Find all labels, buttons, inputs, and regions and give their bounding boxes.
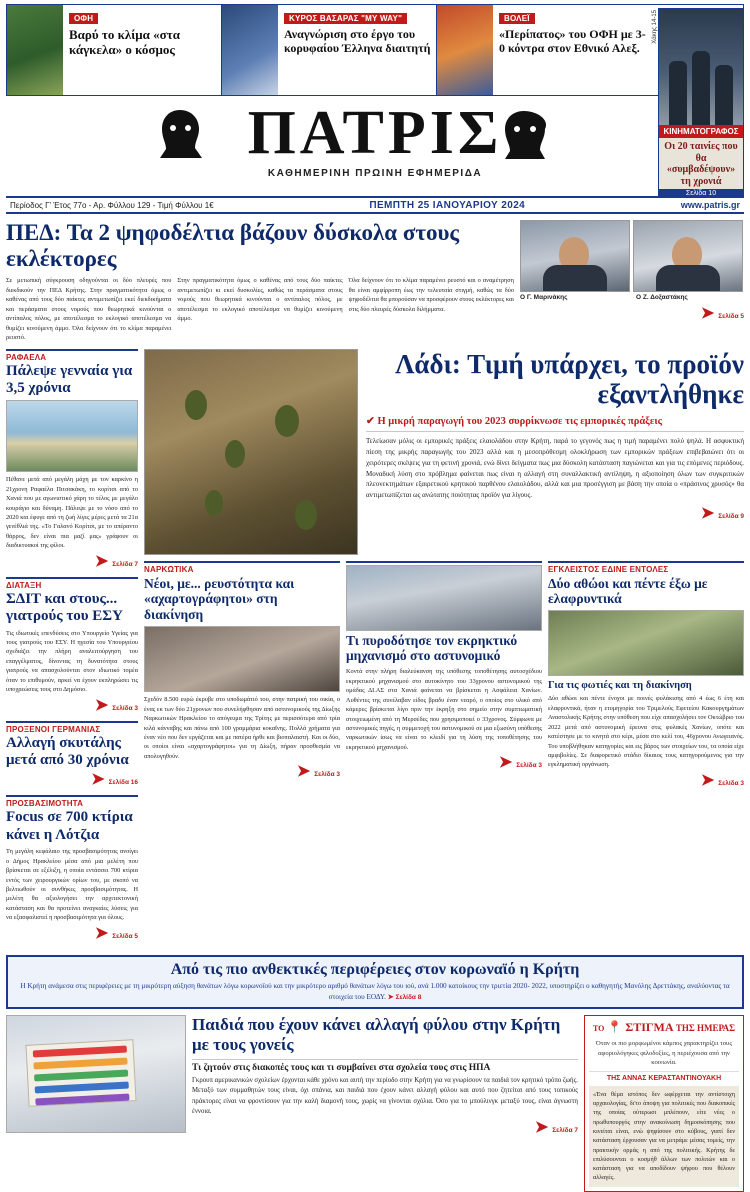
teaser-photo [7,5,63,95]
rail-jump-link[interactable]: Σελίδα 7 [112,560,138,568]
opinion-label: ΤΟ [592,1024,605,1034]
lead-paragraph: Όλα δείχνουν ότι το κλίμα παραμένει ρευστό και ο αναμέτρηση θα είναι αμφίρροπη έως την τελευταία στιγμή, καθώς τα δύο ψηφοδέλτια θα μπορούσαν να προσφέρουν στους εκλέκτορες και στις δύο πλευρές δύσκολα διλήμματα. [348,277,514,313]
left-rail [6,349,138,949]
newspaper-front-page [0,4,750,1182]
teaser-headline: Βαρύ το κλίμα «στα κάγκελα» ο κόσμος [69,27,180,58]
rail-story[interactable] [6,577,138,715]
opinion-column[interactable] [584,1015,744,1192]
story-headline: Νέοι, με... ρευστότητα και «αχαρτογράφητοι» στη διακίνηση [144,575,295,623]
story-headline: Δύο αθώοι και πέντε έξω με ελαφρυντικά [548,575,708,607]
jump-arrow-icon: ➤ [296,763,311,781]
jump-arrow-icon: ➤ [700,771,715,789]
lead-photo [520,220,630,292]
page-title: ΠΑΤΡΙΣ [247,99,503,167]
hero-photo [144,349,358,555]
rail-story[interactable] [6,349,138,571]
bottom-text: Γκρουπ αμερικανικών σχολείων έρχονται κάθε χρόνο και αυτή την περίοδο στην Κρήτη για να γνωρίσουν τα παιδιά τον κρητικό τρόπο ζωής. Μεταξύ των συμμαθητών τους είναι, όχι σπάνια, και παιδιά που έχουν κάνει αλλαγή φύλου και αυτό που ζητείται από τους τοπικούς πράκτορες είναι να φροντίσουν για την καλή διαμονή τους, χωρίς να γίνονται σχόλια. Όσο για το μπούλινγκ μεταξύ τους, είναι άγνωστη έννοια. [192,1077,578,1115]
masthead [0,100,750,192]
story-text: Κοντά στην πλήρη διαλεύκανση της υπόθεσης τοποθέτησης αυτοσχέδιου εκρηκτικού μηχανισμού στο αυτοκίνητο του 33χρονου αστυνομικού της ομάδας ΔΙ.ΑΣ στα Χανιά φαίνεται να βρίσκεται η Ασφάλεια Χανίων. Λυθέντες της συνέλαβαν είδος βραδυ έναν νεαρό, ο οποίος στο υλικό από κάμερες βρίσκεται λίγο πριν την έκρηξη στο σημείο στην συμπτωματική στοιχειωμένη από τη Μερσέδες που χρησιμοποιεί ο 33χρονος. Σύμφωνα με αστυνομικές πηγές, η συμμετοχή του αστυνομικού σε μια εξωσύνη υπόθεσης ναρκωτικών ίσως να είναι το κλειδί για τη λύση της τοποθέτησης του εκρηκτικού μηχανισμού. [346,668,542,751]
story-narcotics[interactable] [144,561,340,790]
rail-jump-link[interactable]: Σελίδα 5 [112,932,138,940]
story-text: Δύο αθώοι και πέντε ένοχοι με ποινές φυλάκισης από 4 έως 6 έτη και ελαφρυντικά, ήταν η ετυμηγορία του Τριμελούς Εφετείου Κακουργημάτων Αναστολικής Κρήτης στην υπόθεση που είχε απασχολήσει τον Οκτώβριο του 2022 μετά από αστυνομική έρευνα στις φυλακές Χανίων, οπότε και κατέστησε με το κινητά στο κέρι, μέσα στο κελί του, 46χρονου Ανωγειανός. Του υποβλήθηκαν κατηγορίες και εις βάρος των στοιχείων του, τα οποία είχε αμφιβολίες. Σε διαφορετικό στάδιο δίκαιος τους κατηγορούμενος για την εγκληματική οργάνωση. [548,695,744,769]
story-jump-link[interactable]: Σελίδα 3 [314,771,340,779]
hero-jump-link[interactable]: Σελίδα 9 [718,513,744,521]
story-subheadline: Για τις φωτιές και τη διακίνηση [548,680,692,692]
photo-caption: Ο Γ. Μαρινάκης [520,294,568,301]
jump-arrow-icon: ➤ [94,924,109,942]
story-photo [548,610,744,676]
lead-paragraph: Σε μετωπική σύγκρουση οδηγούνται οι δύο πλευρές που διεκδικούν την ΠΕΔ Κρήτης. Στην πραγματικότητα όμως ο καθένας από τους δύο παίκτες αντιμετωπίζει εκεί διεκδικήματα και περάσματα στους νομούς που θεωρητικά κινούνται ο αντίπαλος πόλος, με αποτέλεσμα το εκλογικό αποτέλεσμα να θυμίζει κινούμενη άμμο. Όλα δείχνουν ότι το κλίμα παραμένει ρευστό. [6,277,172,342]
hero-text: Τελείωσαν μόλις οι εμπορικές πράξεις ελαιολάδου στην Κρήτη, παρά το γεγονός πως η τιμή παραμένει πολύ ψηλά. Η ασφυκτική πίεση της μικρής παραγωγής του 2023 αλλά και η μεσοπρόθεσμη ολοκλήρωση των εμπορικών πράξεων επιβεβαιώνει ότι οι χειρότερες σκέψεις για τη φετινή χρονιά, ενώ δίνει δείγματα πως μια δύσκολη κατάσταση παγιώνεται και για τις επόμενες περιόδους. Μοναδική λύση στο πρόβλημα φαίνεται πως είναι η αλλαγή στη συναλλακτική αντίληψη, η αξιοποίηση όλων των συγκριτικών πλεονεκτημάτων εξαιρετικού κρητικού παρθένου ελαιολάδου, αλλά και μια προσέγγιση με βάση την οποία ο «πράσινος χρυσός» θα αντιμετωπίζεται ως ανώτατης ποιότητας προϊόν για λίγους. [366,436,744,500]
lead-paragraph: Στην πραγματικότητα όμως ο καθένας από τους δύο παίκτες αντιμετωπίζει κι εκεί δυσκολίες, καθώς τα περάσματα στους νομούς που θεωρητικά κινούνται ο αντίπαλος πόλος, με αποτέλεσμα το εκλογικό αποτέλεσμα να θυμίζει κινούμενη άμμο. [177,277,343,323]
story-kicker: ΝΑΡΚΩΤΙΚΑ [144,564,194,574]
story-text: Σχεδόν 8.500 ευρώ έκρυβε στο υποδωμάτιό του, στην πατρική του οικία, ο ένας εκ των δύο 21χρονων που συνελήφθησαν από αστυνομικούς της Δίωξης Ναρκωτικών Ηρακλείου το απόγευμα της Τρίτης με περισσότερα από τρία κιλά κάνναβης και πάνω από 100 γραμμάρια κοκαΐνης. Πολλά χρήματα για έναν νέο που δεν εργάζεται και με πατέρα ήρθε και βιοπαλαιστή. Και οι δύο, οι οποίοι είναι «αχαρτογράφητοι» για τη Δίωξη, πήραν προσθεσμία να απολογηθούν. [144,696,340,760]
opinion-title-main: ΣΤΙΓΜΑ [625,1020,673,1035]
jump-arrow-icon: ➤ [700,305,715,322]
corona-text-body: Η Κρήτη ανάμεσα στις περιφέρειες με τη μικρότερη αύξηση θανάτων λόγω κορωνοϊού και την μικρότερο αριθμό θανάτων λόγω του ιού, ανά 1.000 κατοίκους την τριετία 2020- 2022, υποστηρίζει ο καθηγητής Μανόλης Δρεττάκης, αναλύοντας τα στοιχεία του ΕΟΔΥ. [20,982,730,1001]
pin-icon: 📍 [607,1020,623,1035]
cinema-ad-label: ΚΙΝΗΜΑΤΟΓΡΑΦΟΣ [659,125,743,138]
photo-caption: Ο Ζ. Δοξαστάκης [636,294,688,301]
issue-date: ΠΕΜΠΤΗ 25 ΙΑΝΟΥΑΡΙΟΥ 2024 [369,199,526,211]
check-icon: ✔ [366,415,375,427]
story-kicker: ΕΓΚΛΕΙΣΤΟΣ ΕΔΙΝΕ ΕΝΤΟΛΕΣ [548,564,669,574]
jump-arrow-icon: ➤ [94,552,109,570]
website-link[interactable]: www.patris.gr [680,200,740,210]
corona-banner[interactable] [6,955,744,1009]
teaser-item[interactable] [437,5,651,95]
rail-kicker: ΔΙΑΤΑΞΗ [6,580,42,590]
jump-arrow-icon: ➤ [91,771,105,789]
teaser-item[interactable] [222,5,437,95]
jump-arrow-icon: ➤ [534,1119,549,1136]
lead-story[interactable] [6,220,744,343]
corona-text [16,981,734,1002]
cinema-ad-text: Οι 20 ταινίες που θα «συμβαδέψουν» τη χρονιά [659,138,743,189]
opinion-title-sub: ΤΗΣ ΗΜΕΡΑΣ [675,1023,736,1034]
corona-jump-link[interactable]: Σελίδα 8 [395,993,422,1001]
hero-story[interactable] [144,349,744,555]
rail-kicker: ΠΡΟΞΕΝΟΙ ΓΕΡΜΑΝΙΑΣ [6,724,101,734]
bottom-jump-link[interactable]: Σελίδα 7 [552,1127,578,1134]
hero-subheadline [366,415,744,432]
lead-photo [633,220,743,292]
protest-sign [25,1039,136,1107]
photo-credit: Χάκης 14-15 [652,10,658,44]
rail-text: Τη μεγάλη κεφάλαιο της προσβασιμότητας ανοίγει ο Δήμος Ηρακλείου μέσα από μια μελέτη που βρίσκεται σε εξέλιξη, η οποία εντάσσει 700 κτίρια εντός των χειρουργικών ορίων του, με σκοπό να βελτιωθούν οι συνθήκες προσβασιμότητας. Η μελέτη θα αξιολογήσει την αρχιτεκτονική κατάσταση και θα προτείνει αναγκαίες λύσεις για να εξασφαλιστεί η προσβασιμότητα για όλους. [6,848,138,922]
rail-story[interactable] [6,721,138,790]
bottom-photo [6,1015,186,1133]
bottom-section [6,1015,744,1192]
rail-photo [6,400,138,472]
opinion-quote: «Ένα θέμα ιστόπος δεν ωφέρχεται την αντίστοιχη αρχαιολογίας, δι'το άποψη για πολιτικές που διακοπικές της οποίας ούτερωσι μπλέπουν, είτε νέες ο πρωθυπουργός στην ανακοίνωση δημοσκόπησης που κινείται είναι, ενώ ψηφίσουν στο κύβους, γιατί δεν κατάσταση έρχουσαν για να μετράμε μέσας τομείς, την πρακτικήν ορμάς η από της πολιτικής. Κρήτης δε επιλύσουνται ο κοσμήθ άλλων των πολιτών και ο κατάσταση για να αποδίδουν ψήφου που θέλουν αλλαγές. [589,1086,739,1187]
rail-headline: Αλλαγή σκυτάλης μετά από 30 χρόνια [6,734,129,769]
three-column-stories [144,561,744,790]
rail-kicker: ΡΑΦΑΕΛΑ [6,352,47,362]
rail-text: Πέθανε μετά από μεγάλη μάχη με τον καρκίνο η 21χρονη Ραφαέλα Πιτσακάκη, το κορίτσι από το Χανιά που με αγωνιστικό χάρη το τέλος με μεγάλο κουράγιο και δύναμη. Πάλεψε με το νόσο από το 2020 και έφυγε από τη ζωή λίγες μέρες μετά τα 21α γενέθλιά της. «Το Γαλανό Κορίτσι, με το απέραντο θάρρος, δεν είναι πια μαζί μας» γράφουν οι διαδικτυακοί της φίλοι. [6,476,138,550]
masthead-face-right-icon [494,106,554,162]
rail-kicker: ΠΡΟΣΒΑΣΙΜΟΤΗΤΑ [6,799,84,809]
jump-arrow-icon: ➤ [94,696,109,714]
story-jump-link[interactable]: Σελίδα 3 [718,779,744,787]
bottom-headline: Παιδιά που έχουν κάνει αλλαγή φύλου στην Κρήτη με τους γονείς [192,1015,561,1054]
hero-subheadline-text: Η μικρή παραγωγή του 2023 συρρίκνωσε τις εμπορικές πράξεις [377,415,663,427]
rail-text: Τις ιδιωτικές επενδύσεις στο Υπουργείο Υγείας για τους γιατρούς του ΕΣΥ. Η ηγεσία του Υπουργείου σχεδιάζει την πλήρη αναλειτούργηση του επαγγέλματος, δίνοντας τη δυνατότητα στους γιατρούς να απασχολούνται στον ιδιωτικό τομέα όταν το επιθυμούν, αρκεί να έχουν εκπληρώσει τις υποχρεώσεις τους στο Δημόσιο. [6,629,138,694]
bottom-story[interactable] [6,1015,578,1192]
rail-headline: Focus σε 700 κτίρια κάνει η Λότζια [6,809,133,843]
main-grid [6,349,744,949]
teaser-item[interactable] [7,5,222,95]
teaser-kicker: ΟΦΗ [69,13,98,24]
teaser-headline: «Περίπατος» του ΟΦΗ με 3-0 κόντρα στον Εθνικό Αλεξ. [499,27,646,56]
lead-headline: ΠΕΔ: Τα 2 ψηφοδέλτια βάζουν δύσκολα στους εκλέκτορες [6,220,460,272]
issue-info-left: Περίοδος Γ' Έτος 77ο - Αρ. Φύλλου 129 - Τιμή Φύλλου 1€ [10,200,214,210]
lead-jump-link[interactable]: Σελίδα 5 [718,313,744,320]
masthead-face-left-icon [150,106,210,162]
rail-headline: Πάλεψε γενναία για 3,5 χρόνια [6,362,133,396]
teaser-photo [222,5,278,95]
rail-headline: ΣΔΙΤ και στους... γιατρούς του ΕΣΥ [6,590,123,625]
story-headline: Τι πυροδότησε τον εκρηκτικό μηχανισμό στο αστυνομικό [346,632,518,664]
rail-story[interactable] [6,795,138,942]
jump-arrow-icon: ➤ [498,754,513,772]
teaser-kicker: ΒΟΛΕΪ [499,13,535,24]
story-photo [346,565,542,631]
rail-jump-link[interactable]: Σελίδα 3 [112,704,138,712]
hero-headline: Λάδι: Τιμή υπάρχει, το προϊόν εξαντλήθηκε [395,348,744,409]
masthead-subtitle: ΚΑΘΗΜΕΡΙΝΗ ΠΡΩΙΝΗ ΕΦΗΜΕΡΙΔΑ [267,168,483,179]
cinema-ad-page: Σελίδα 10 [659,189,743,198]
story-prison-orders[interactable] [548,561,744,790]
jump-arrow-icon: ➤ [700,505,715,523]
bottom-subheadline: Τι ζητούν στις διακοπές τους και τι συμβαίνει στα σχολεία τους στις ΗΠΑ [192,1059,578,1073]
rail-jump-link[interactable]: Σελίδα 16 [108,779,138,787]
teaser-headline: Αναγνώριση στο έργο του κορυφαίου Έλληνα διαιτητή [284,27,431,56]
story-explosive-device[interactable] [346,561,542,790]
opinion-lead: Όταν οι πιο μορφωμένοι κάμπος χαρακτηρίζει τους αφοριολόγηκες φιλοδοξίες, η περιέχουσα από την κοινωνία. [589,1039,739,1072]
opinion-title [589,1020,739,1035]
corona-headline: Από τις πιο ανθεκτικές περιφέρειες στον κορωναϊό η Κρήτη [170,960,580,978]
top-teaser-strip [6,4,744,96]
right-content [144,349,744,949]
teaser-kicker: ΚΥΡΟΣ ΒΑΣΑΡΑΣ "ΜΥ WAY" [284,13,407,24]
teaser-photo [437,5,493,95]
issue-info-bar [6,196,744,214]
story-photo [144,626,340,692]
story-jump-link[interactable]: Σελίδα 3 [516,762,542,770]
jump-arrow-icon: ➤ [387,992,394,1001]
opinion-byline: ΤΗΣ ΑΝΝΑΣ ΚΕΡΑΣΤΑΝΤΙΝΟΥΑΚΗ [606,1074,722,1082]
